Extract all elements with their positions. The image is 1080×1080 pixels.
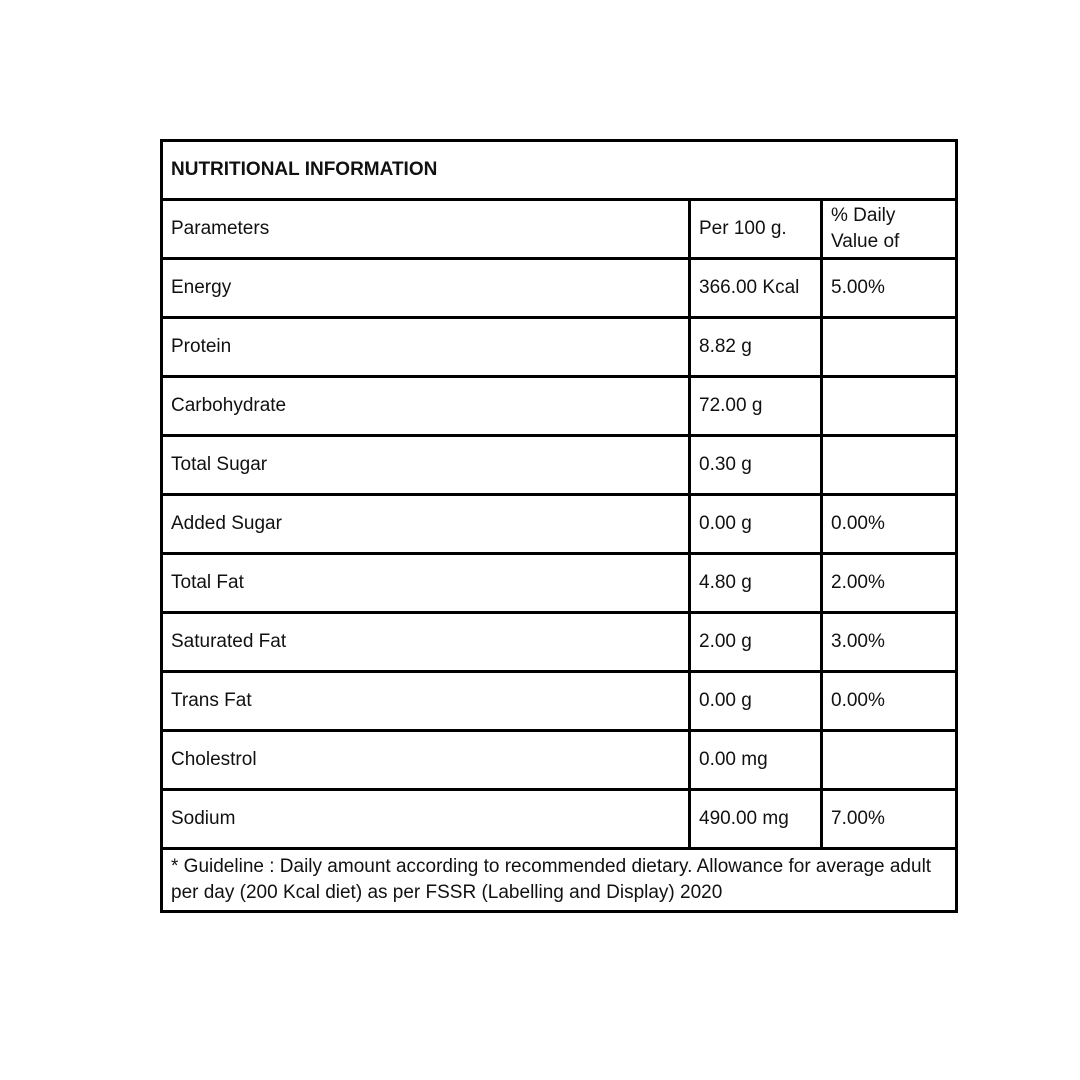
row-parameter: Saturated Fat [162, 613, 690, 672]
row-per-100g: 0.00 g [690, 672, 822, 731]
table-row [162, 318, 957, 377]
table-row [162, 672, 957, 731]
row-daily-value: 7.00% [822, 790, 957, 849]
row-daily-value: 0.00% [822, 495, 957, 554]
row-parameter: Sodium [162, 790, 690, 849]
row-parameter: Cholestrol [162, 731, 690, 790]
row-daily-value: 0.00% [822, 672, 957, 731]
table-row [162, 259, 957, 318]
row-daily-value: 3.00% [822, 613, 957, 672]
header-parameters: Parameters [162, 200, 690, 259]
table-row [162, 731, 957, 790]
table-title-row [162, 141, 957, 200]
row-parameter: Protein [162, 318, 690, 377]
row-parameter: Total Sugar [162, 436, 690, 495]
row-per-100g: 0.00 mg [690, 731, 822, 790]
table-row [162, 554, 957, 613]
header-per-100g: Per 100 g. [690, 200, 822, 259]
table-row [162, 790, 957, 849]
row-parameter: Added Sugar [162, 495, 690, 554]
row-parameter: Energy [162, 259, 690, 318]
row-daily-value [822, 731, 957, 790]
row-per-100g: 2.00 g [690, 613, 822, 672]
row-daily-value: 2.00% [822, 554, 957, 613]
row-daily-value [822, 436, 957, 495]
row-daily-value [822, 377, 957, 436]
row-daily-value: 5.00% [822, 259, 957, 318]
table-header-row [162, 200, 957, 259]
table-title: NUTRITIONAL INFORMATION [162, 141, 957, 200]
table-row [162, 377, 957, 436]
row-per-100g: 490.00 mg [690, 790, 822, 849]
table-footer-row [162, 849, 957, 912]
nutrition-table [160, 139, 958, 913]
table-row [162, 436, 957, 495]
row-per-100g: 72.00 g [690, 377, 822, 436]
row-per-100g: 8.82 g [690, 318, 822, 377]
row-per-100g: 366.00 Kcal [690, 259, 822, 318]
row-parameter: Trans Fat [162, 672, 690, 731]
guideline-footnote: * Guideline : Daily amount according to recommended dietary. Allowance for average adult per day (200 Kcal diet) as per FSSR (Labelling and Display) 2020 [162, 849, 957, 912]
row-per-100g: 0.30 g [690, 436, 822, 495]
row-daily-value [822, 318, 957, 377]
row-parameter: Total Fat [162, 554, 690, 613]
row-per-100g: 4.80 g [690, 554, 822, 613]
header-daily-value: % Daily Value of [822, 200, 957, 259]
table-row [162, 495, 957, 554]
row-per-100g: 0.00 g [690, 495, 822, 554]
table-row [162, 613, 957, 672]
row-parameter: Carbohydrate [162, 377, 690, 436]
nutrition-table-container [160, 139, 958, 913]
